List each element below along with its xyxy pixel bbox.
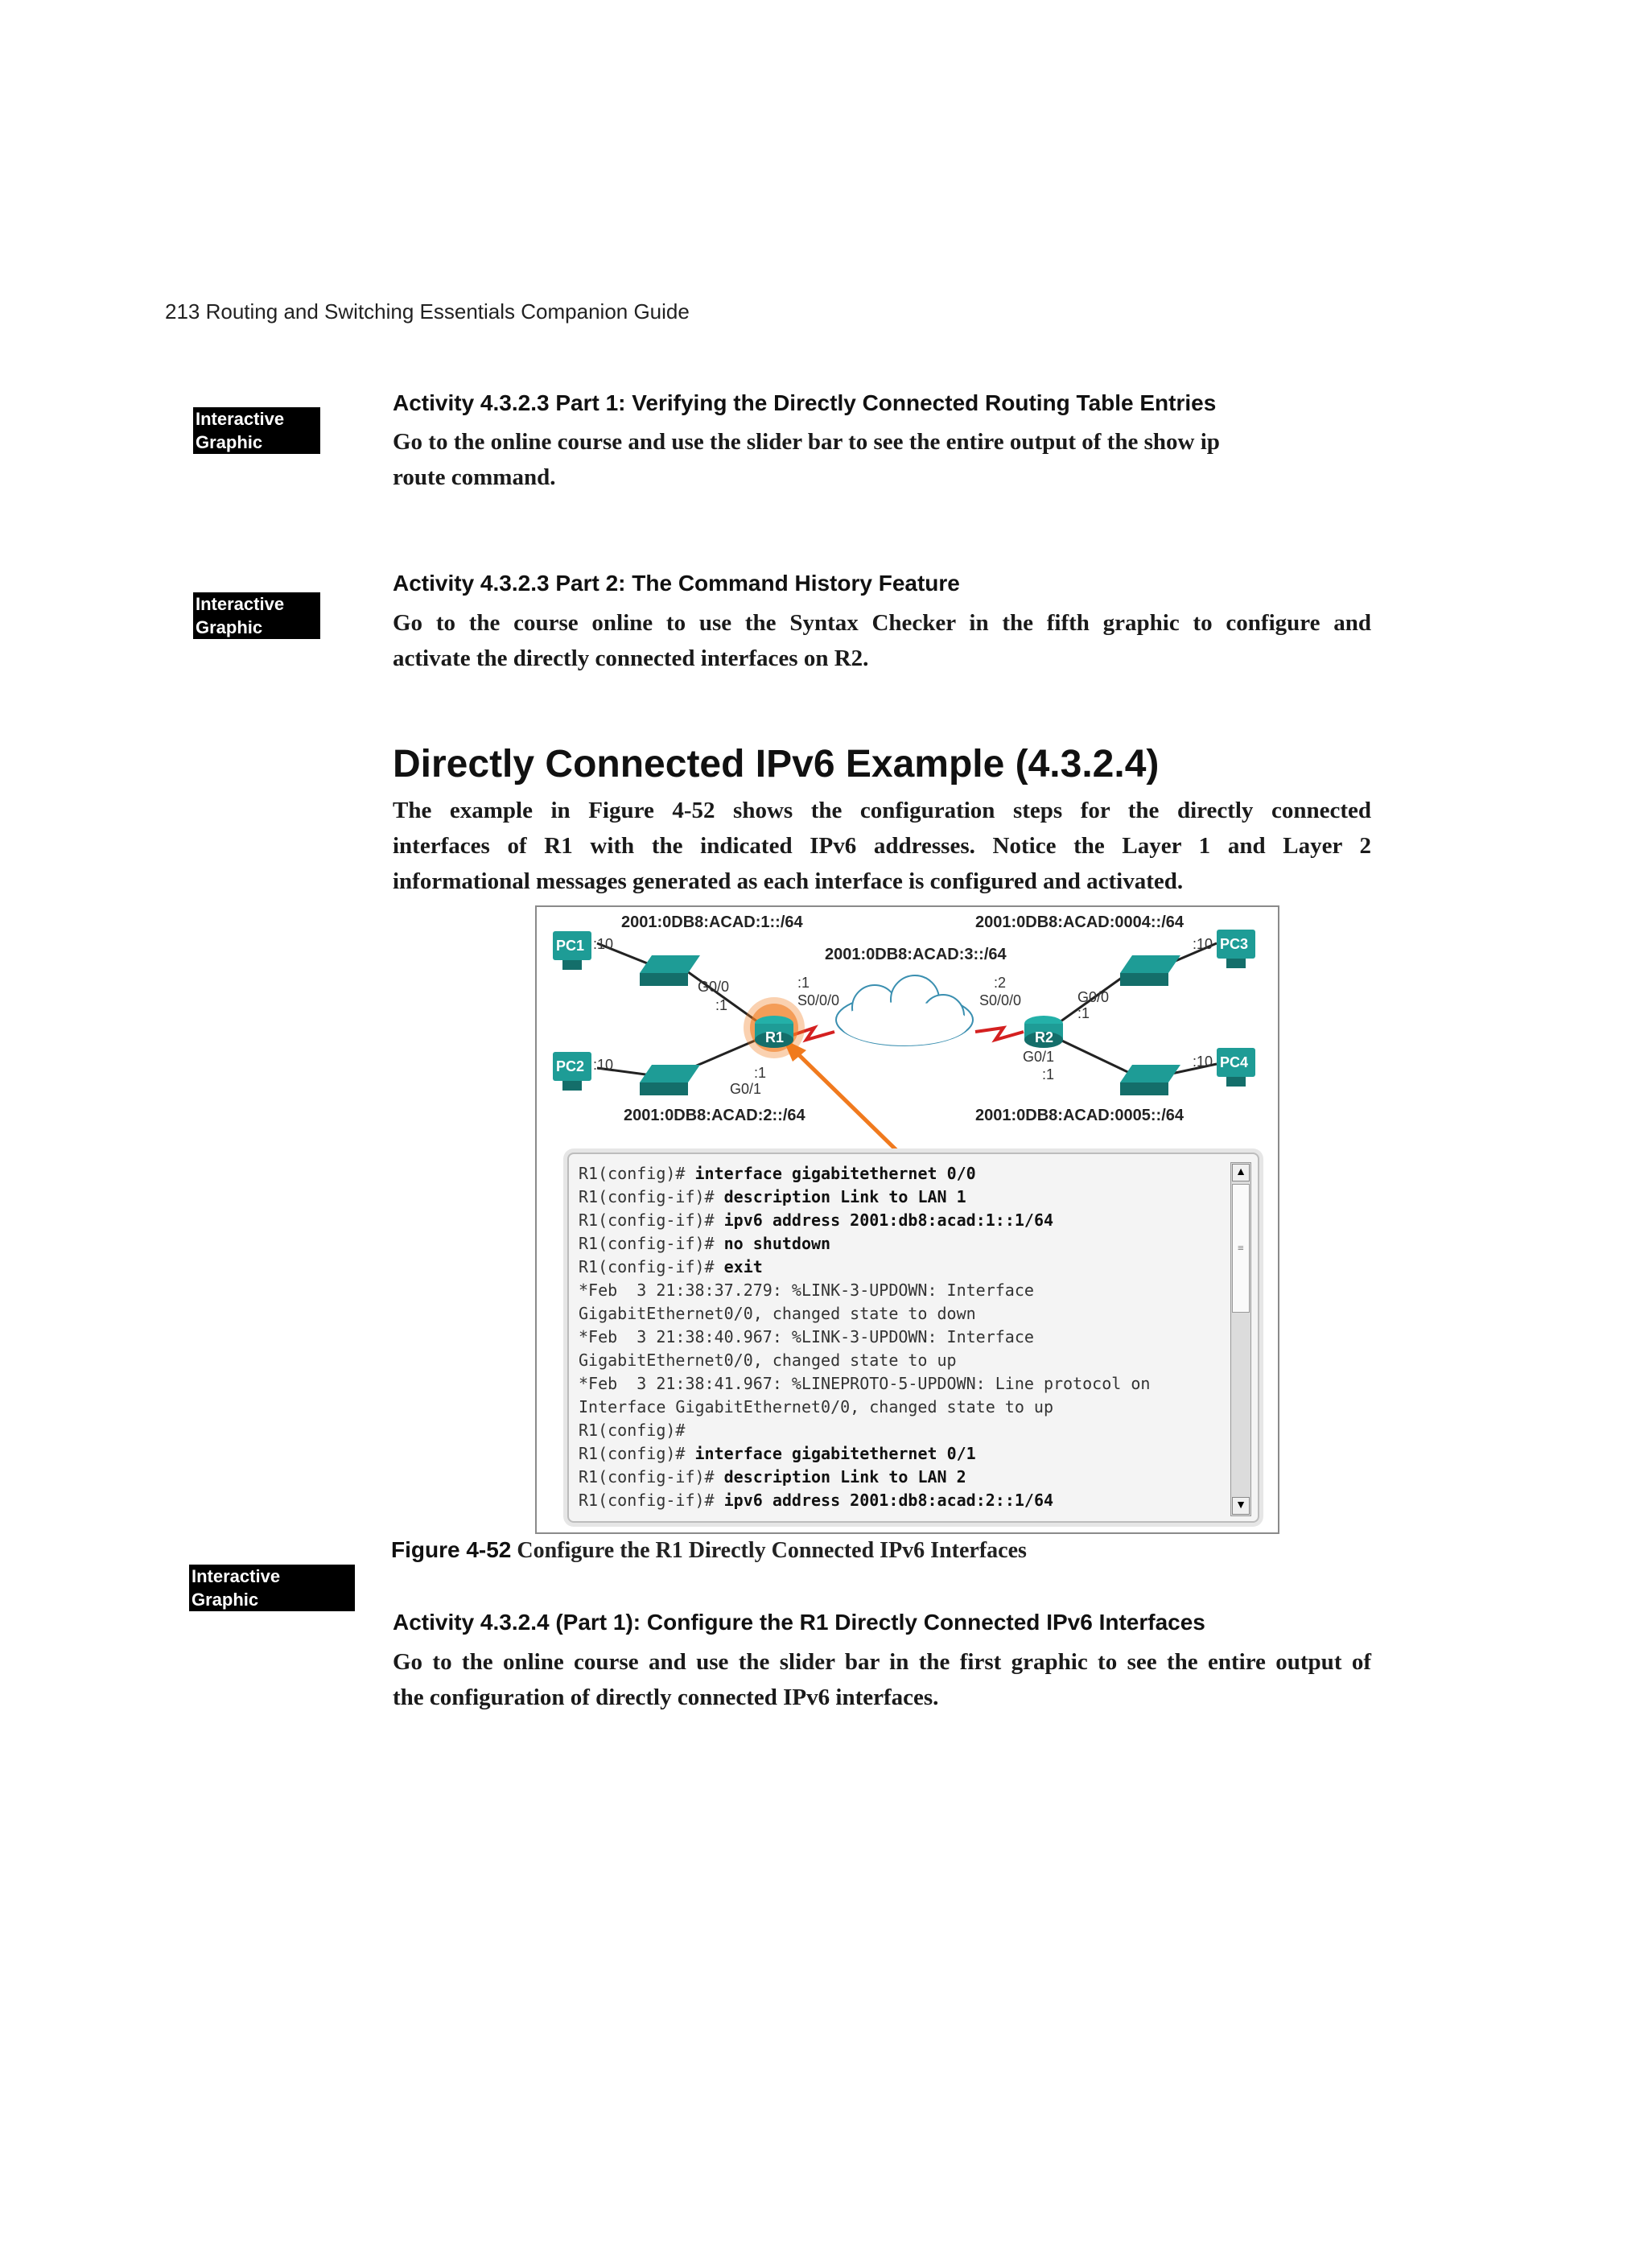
pc3-icon bbox=[1217, 930, 1255, 968]
cli-output-window[interactable] bbox=[567, 1153, 1259, 1523]
interface-id-label: :1 bbox=[715, 997, 728, 1013]
cli-command: exit bbox=[723, 1257, 763, 1276]
network-label: 2001:0DB8:ACAD:3::/64 bbox=[825, 946, 1007, 963]
host-id-label: :10 bbox=[1193, 936, 1213, 952]
pc3-label: PC3 bbox=[1220, 936, 1249, 952]
cli-prompt: *Feb 3 21:38:37.279: %LINK-3-UPDOWN: Interface bbox=[579, 1280, 1034, 1300]
network-label: 2001:0DB8:ACAD:0004::/64 bbox=[975, 913, 1184, 931]
activity-title: Activity 4.3.2.3 Part 1: Verifying the Directly Connected Routing Table Entries bbox=[393, 390, 1217, 415]
page-header: 213 Routing and Switching Essentials Companion Guide bbox=[165, 299, 690, 324]
badge-line-interactive: Interactive bbox=[193, 592, 320, 616]
cli-prompt: R1(config-if)# bbox=[579, 1187, 724, 1206]
network-label: 2001:0DB8:ACAD:1::/64 bbox=[621, 913, 803, 931]
cli-line bbox=[579, 1186, 1222, 1209]
text-line: Go to the online course and use the slider bar to see the entire output of the show ip bbox=[393, 429, 1220, 455]
cli-prompt: GigabitEthernet0/0, changed state to up bbox=[579, 1350, 957, 1370]
cli-command: no shutdown bbox=[723, 1234, 831, 1253]
cli-line bbox=[579, 1442, 1222, 1466]
cli-output-text bbox=[579, 1162, 1222, 1512]
badge-line-interactive: Interactive bbox=[193, 407, 320, 431]
badge-line-graphic: Graphic bbox=[193, 431, 320, 454]
section-title: Directly Connected IPv6 Example (4.3.2.4) bbox=[393, 743, 1160, 786]
text-line: the configuration of directly connected IPv6 interfaces. bbox=[393, 1685, 939, 1710]
activity-description bbox=[393, 424, 1374, 495]
pc2-icon bbox=[553, 1052, 591, 1091]
scroll-up-button[interactable]: ▲ bbox=[1232, 1164, 1250, 1181]
activity-description bbox=[393, 605, 1371, 676]
figure-caption-text: Configure the R1 Directly Connected IPv6 Interfaces bbox=[511, 1538, 1027, 1563]
cli-line bbox=[579, 1302, 1222, 1326]
text-line: Go to the course online to use the Syntax Checker in the fifth graphic to configure and bbox=[393, 610, 1371, 636]
cli-prompt: R1(config-if)# bbox=[579, 1467, 724, 1487]
pc1-label: PC1 bbox=[556, 938, 585, 954]
pc1-icon bbox=[553, 931, 591, 970]
cli-command: ipv6 address 2001:db8:acad:1::1/64 bbox=[723, 1210, 1054, 1230]
pc4-icon bbox=[1217, 1048, 1255, 1087]
cli-line bbox=[579, 1232, 1222, 1256]
activity-title: Activity 4.3.2.4 (Part 1): Configure the R1 Directly Connected IPv6 Interfaces bbox=[393, 1610, 1205, 1635]
interactive-graphic-badge bbox=[193, 407, 320, 454]
interface-id-label: :1 bbox=[1042, 1066, 1055, 1082]
cli-line bbox=[579, 1256, 1222, 1279]
cli-line bbox=[579, 1279, 1222, 1302]
annotation-arrow bbox=[783, 1039, 899, 1148]
cli-prompt: Interface GigabitEthernet0/0, changed state to up bbox=[579, 1397, 1054, 1416]
cli-line bbox=[579, 1489, 1222, 1512]
text-line: route command. bbox=[393, 464, 556, 490]
badge-line-graphic: Graphic bbox=[193, 616, 320, 639]
text-line: informational messages generated as each interface is configured and activated. bbox=[393, 868, 1184, 894]
interface-label: S0/0/0 bbox=[797, 992, 840, 1008]
interactive-graphic-badge bbox=[189, 1565, 355, 1611]
pc4-label: PC4 bbox=[1220, 1054, 1249, 1070]
interface-label: S0/0/0 bbox=[979, 992, 1022, 1008]
cli-line bbox=[579, 1209, 1222, 1232]
interface-id-label: :1 bbox=[797, 975, 810, 991]
cli-line bbox=[579, 1372, 1222, 1396]
network-label: 2001:0DB8:ACAD:2::/64 bbox=[624, 1107, 805, 1124]
cli-line bbox=[579, 1419, 1222, 1442]
pc2-label: PC2 bbox=[556, 1058, 585, 1074]
switch-icon bbox=[1120, 1065, 1180, 1095]
cli-prompt: *Feb 3 21:38:41.967: %LINEPROTO-5-UPDOWN: Line protocol on bbox=[579, 1374, 1151, 1393]
badge-line-graphic: Graphic bbox=[189, 1588, 355, 1611]
wan-cloud bbox=[836, 975, 973, 1045]
cli-line bbox=[579, 1326, 1222, 1349]
r1-label: R1 bbox=[765, 1029, 785, 1045]
cli-prompt: R1(config)# bbox=[579, 1421, 686, 1440]
cli-scrollbar[interactable] bbox=[1230, 1162, 1251, 1516]
cli-prompt: *Feb 3 21:38:40.967: %LINK-3-UPDOWN: Interface bbox=[579, 1327, 1034, 1346]
cli-command: interface gigabitethernet 0/0 bbox=[694, 1164, 976, 1183]
figure-4-52 bbox=[535, 905, 1279, 1534]
cli-prompt: GigabitEthernet0/0, changed state to down bbox=[579, 1304, 976, 1323]
text-line: interfaces of R1 with the indicated IPv6 addresses. Notice the Layer 1 and Layer 2 bbox=[393, 833, 1371, 859]
scroll-down-button[interactable]: ▼ bbox=[1232, 1497, 1250, 1515]
interface-label: G0/0 bbox=[698, 979, 730, 995]
figure-caption bbox=[391, 1537, 1027, 1564]
router-r1-icon bbox=[744, 997, 805, 1058]
host-id-label: :10 bbox=[593, 1057, 614, 1073]
cli-prompt: R1(config-if)# bbox=[579, 1234, 724, 1253]
switch-icon bbox=[1120, 955, 1180, 986]
text-line: The example in Figure 4-52 shows the configuration steps for the directly connected bbox=[393, 798, 1371, 823]
interface-label: G0/1 bbox=[1023, 1049, 1055, 1065]
cli-command: interface gigabitethernet 0/1 bbox=[694, 1444, 976, 1463]
scroll-thumb[interactable]: ≡ bbox=[1232, 1184, 1250, 1313]
cli-line bbox=[579, 1466, 1222, 1489]
cli-line bbox=[579, 1396, 1222, 1419]
figure-number: Figure 4-52 bbox=[391, 1537, 512, 1562]
serial-link bbox=[975, 1028, 1024, 1040]
host-id-label: :10 bbox=[1193, 1054, 1213, 1070]
cli-prompt: R1(config-if)# bbox=[579, 1257, 724, 1276]
cli-line bbox=[579, 1349, 1222, 1372]
text-line: Go to the online course and use the slider bar in the first graphic to see the entire output of bbox=[393, 1649, 1371, 1675]
network-label: 2001:0DB8:ACAD:0005::/64 bbox=[975, 1107, 1184, 1124]
switch-icon bbox=[640, 1065, 700, 1095]
router-r2-icon bbox=[1024, 1016, 1063, 1048]
cli-prompt: R1(config-if)# bbox=[579, 1491, 724, 1510]
cli-command: description Link to LAN 1 bbox=[723, 1187, 966, 1206]
cli-command: ipv6 address 2001:db8:acad:2::1/64 bbox=[723, 1491, 1054, 1510]
switch-icon bbox=[640, 955, 700, 986]
cli-command: description Link to LAN 2 bbox=[723, 1467, 966, 1487]
cli-prompt: R1(config)# bbox=[579, 1444, 695, 1463]
cli-prompt: R1(config)# bbox=[579, 1164, 695, 1183]
cli-prompt: R1(config-if)# bbox=[579, 1210, 724, 1230]
interface-label: G0/0 bbox=[1077, 989, 1110, 1005]
activity-description bbox=[393, 1644, 1371, 1715]
interactive-graphic-badge bbox=[193, 592, 320, 639]
interface-label: G0/1 bbox=[730, 1081, 762, 1097]
interface-id-label: :1 bbox=[754, 1065, 767, 1081]
activity-title: Activity 4.3.2.3 Part 2: The Command History Feature bbox=[393, 571, 960, 596]
r2-label: R2 bbox=[1035, 1029, 1054, 1045]
text-line: activate the directly connected interfaces on R2. bbox=[393, 645, 869, 671]
interface-id-label: :2 bbox=[994, 975, 1007, 991]
section-paragraph bbox=[393, 793, 1371, 899]
network-topology-diagram bbox=[537, 907, 1278, 1148]
cli-line bbox=[579, 1162, 1222, 1186]
interface-id-label: :1 bbox=[1077, 1005, 1090, 1021]
host-id-label: :10 bbox=[593, 936, 614, 952]
badge-line-interactive: Interactive bbox=[189, 1565, 355, 1588]
